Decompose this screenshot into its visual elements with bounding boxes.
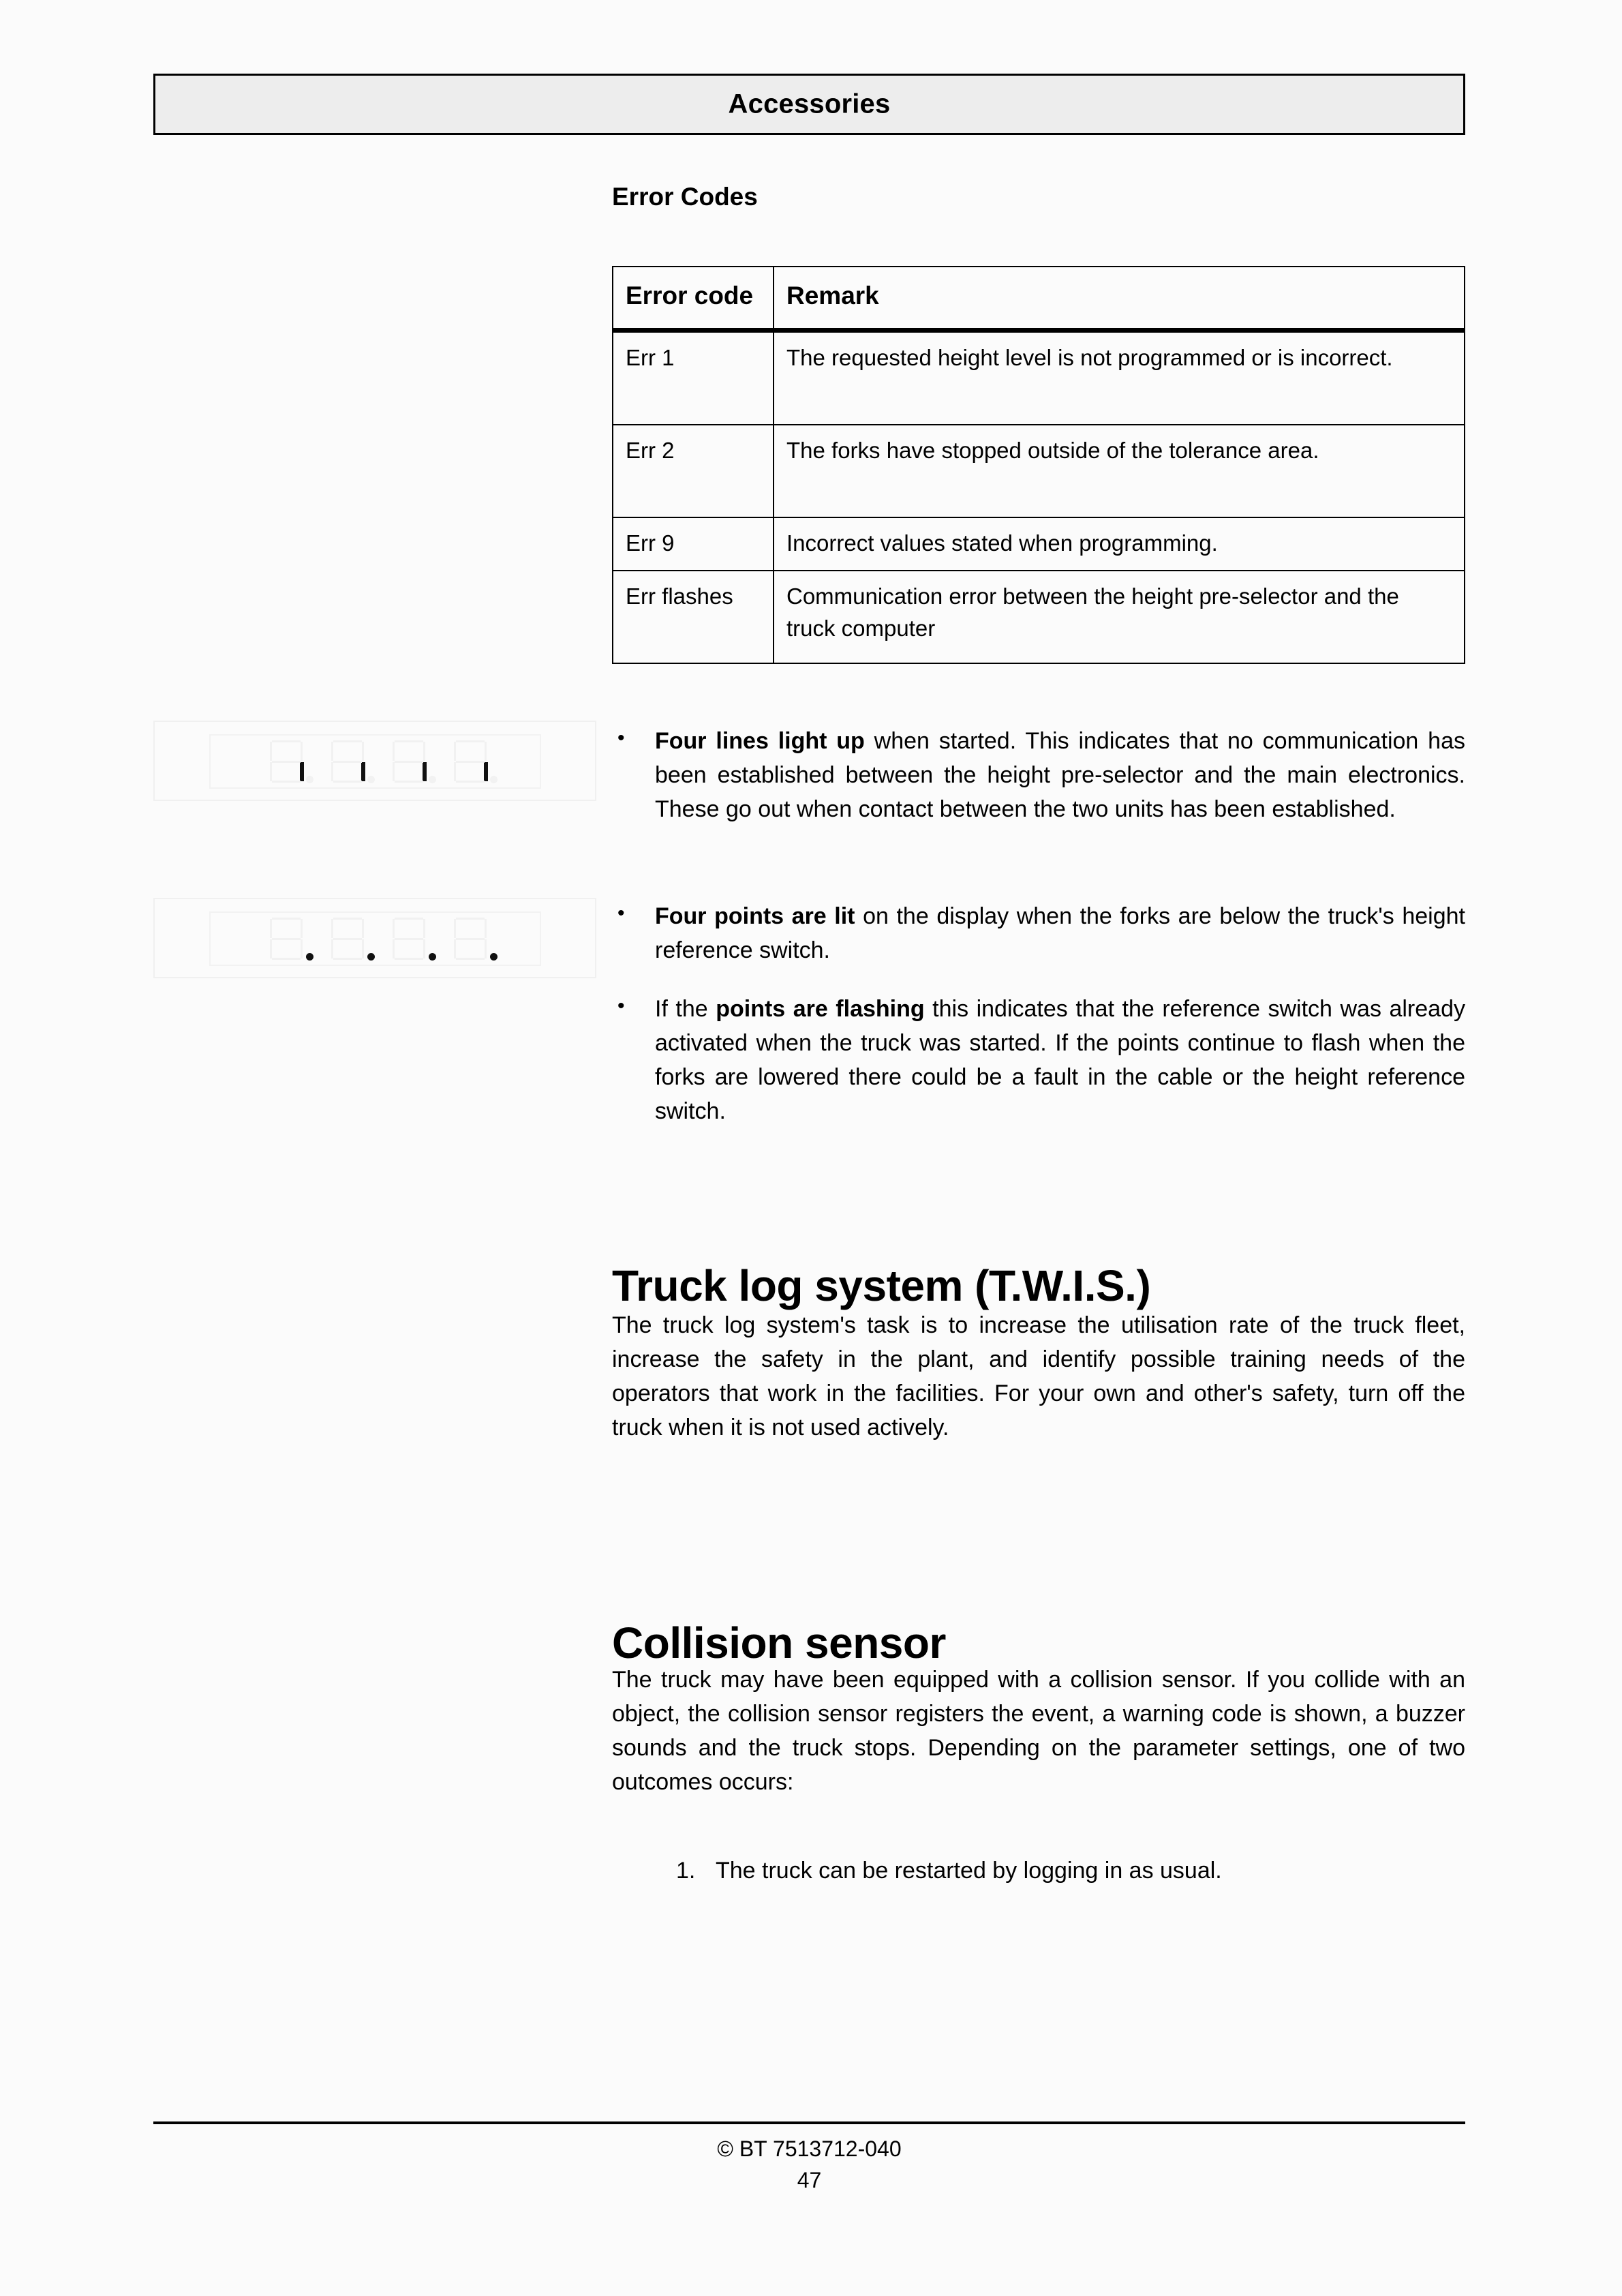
segment-c-icon	[423, 762, 427, 781]
segment-f-icon	[331, 919, 333, 938]
section-subheading-error-codes: Error Codes	[612, 183, 758, 211]
bullet-list-display-points	[612, 900, 1465, 1129]
seven-segment-display	[209, 734, 541, 789]
segment-b-icon	[362, 919, 364, 938]
segment-e-icon	[331, 939, 333, 958]
bullet-emphasis: points are flashing	[716, 995, 925, 1022]
seven-segment-digit	[266, 740, 311, 783]
segment-d-icon	[395, 781, 423, 783]
segment-e-icon	[454, 762, 456, 781]
list-item	[612, 1854, 1465, 1888]
segment-g-icon	[395, 938, 423, 940]
seven-segment-digit	[328, 918, 373, 960]
bullet-lead: If the	[655, 995, 716, 1022]
section-heading-truck-log-system: Truck log system (T.W.I.S.)	[612, 1260, 1151, 1310]
segment-a-icon	[333, 740, 362, 742]
segment-b-icon	[362, 742, 364, 761]
seven-segment-digit	[389, 918, 434, 960]
segment-c-icon	[362, 939, 364, 958]
seven-segment-display	[209, 911, 541, 966]
segment-b-icon	[485, 919, 487, 938]
cell-error-code: Err 1	[613, 330, 774, 425]
segment-c-icon	[301, 939, 303, 958]
segment-c-icon	[484, 762, 488, 781]
bullet-text: this indicates that the reference switch was already activated when the truck was started. If the points continue to flash when the forks are lowered there could be a fault in the cable or the height reference switch.	[655, 995, 1465, 1124]
segment-d-icon	[456, 781, 485, 783]
table-row	[613, 571, 1465, 663]
segment-g-icon	[395, 761, 423, 763]
decimal-point-icon	[429, 776, 436, 783]
seven-segment-digit	[266, 918, 311, 960]
bullet-text: when started. This indicates that no communication has been established between the height pre-selector and the main electronics. These go out when contact between the two units has been established.	[655, 728, 1465, 822]
segment-e-icon	[393, 939, 395, 958]
segment-f-icon	[270, 919, 272, 938]
segment-f-icon	[270, 742, 272, 761]
bullet-emphasis: Four lines light up	[655, 728, 865, 754]
table-header-row	[613, 267, 1465, 330]
section-heading-collision-sensor: Collision sensor	[612, 1618, 946, 1667]
segment-b-icon	[301, 919, 303, 938]
list-item	[612, 725, 1465, 827]
list-item-number: 1.	[676, 1858, 696, 1884]
cell-error-code: Err 2	[613, 425, 774, 517]
cell-remark: The requested height level is not programmed or is incorrect.	[774, 330, 1465, 425]
cell-error-code: Err flashes	[613, 571, 774, 663]
column-header-error-code: Error code	[613, 267, 774, 330]
section-paragraph-collision-sensor: The truck may have been equipped with a collision sensor. If you collide with an object, the collision sensor registers the event, a warning code is shown, a buzzer sounds and the truck stops. Depending on the parameter settings, one of two outcomes occurs:	[612, 1667, 1465, 1795]
segment-a-icon	[395, 918, 423, 920]
segment-g-icon	[333, 938, 362, 940]
segment-b-icon	[423, 742, 425, 761]
cell-remark: The forks have stopped outside of the tolerance area.	[774, 425, 1465, 517]
decimal-point-icon	[367, 776, 375, 783]
segment-e-icon	[331, 762, 333, 781]
bullet-emphasis: Four points are lit	[655, 903, 855, 929]
seven-segment-digit	[450, 740, 495, 783]
error-codes-table	[612, 266, 1465, 664]
segment-c-icon	[361, 762, 365, 781]
decimal-point-icon	[367, 953, 375, 961]
segment-a-icon	[333, 918, 362, 920]
segment-a-icon	[456, 740, 485, 742]
segment-a-icon	[272, 918, 301, 920]
segment-f-icon	[331, 742, 333, 761]
segment-g-icon	[272, 761, 301, 763]
segment-e-icon	[393, 762, 395, 781]
list-item	[612, 993, 1465, 1129]
segment-a-icon	[456, 918, 485, 920]
list-item-text: The truck can be restarted by logging in as usual.	[716, 1858, 1222, 1884]
segment-e-icon	[270, 939, 272, 958]
segment-b-icon	[301, 742, 303, 761]
table-row	[613, 517, 1465, 571]
segment-c-icon	[423, 939, 425, 958]
seven-segment-digit	[389, 740, 434, 783]
decimal-point-icon	[490, 953, 498, 961]
cell-error-code: Err 9	[613, 517, 774, 571]
segment-a-icon	[395, 740, 423, 742]
cell-remark: Communication error between the height pre-selector and the truck computer	[774, 571, 1465, 663]
segment-e-icon	[270, 762, 272, 781]
section-paragraph-truck-log-system: The truck log system's task is to increase the utilisation rate of the truck fleet, increase the safety in the plant, and identify possible training needs of the operators that work in the facilities. For your own and other's safety, turn off the truck when it is not used actively.	[612, 1312, 1465, 1440]
segment-g-icon	[333, 761, 362, 763]
footer-copyright: © BT 7513712-040	[717, 2136, 902, 2161]
segment-c-icon	[485, 939, 487, 958]
segment-f-icon	[393, 919, 395, 938]
segment-g-icon	[272, 938, 301, 940]
cell-remark: Incorrect values stated when programming.	[774, 517, 1465, 571]
segment-c-icon	[300, 762, 304, 781]
seven-segment-digit	[450, 918, 495, 960]
numbered-list-collision-outcomes	[612, 1854, 1465, 1888]
segment-d-icon	[333, 958, 362, 960]
table-row	[613, 425, 1465, 517]
segment-g-icon	[456, 761, 485, 763]
decimal-point-icon	[429, 953, 436, 961]
running-header-title: Accessories	[728, 89, 891, 119]
footer-divider	[153, 2121, 1465, 2124]
segment-f-icon	[454, 742, 456, 761]
segment-a-icon	[272, 740, 301, 742]
decimal-point-icon	[306, 776, 313, 783]
running-header-band	[153, 74, 1465, 135]
decimal-point-icon	[490, 776, 498, 783]
footer-page-number: 47	[797, 2168, 822, 2192]
segment-b-icon	[485, 742, 487, 761]
segment-g-icon	[456, 938, 485, 940]
seven-segment-digit	[328, 740, 373, 783]
segment-d-icon	[395, 958, 423, 960]
figure-display-four-points	[153, 898, 596, 978]
segment-d-icon	[333, 781, 362, 783]
bullet-text: on the display when the forks are below the truck's height reference switch.	[655, 903, 1465, 963]
segment-f-icon	[393, 742, 395, 761]
figure-display-four-lines	[153, 721, 596, 801]
segment-d-icon	[272, 781, 301, 783]
segment-b-icon	[423, 919, 425, 938]
column-header-remark: Remark	[774, 267, 1465, 330]
list-item	[612, 900, 1465, 968]
table-row	[613, 330, 1465, 425]
segment-f-icon	[454, 919, 456, 938]
decimal-point-icon	[306, 953, 313, 961]
segment-d-icon	[272, 958, 301, 960]
bullet-list-display-lines	[612, 725, 1465, 827]
segment-d-icon	[456, 958, 485, 960]
segment-e-icon	[454, 939, 456, 958]
